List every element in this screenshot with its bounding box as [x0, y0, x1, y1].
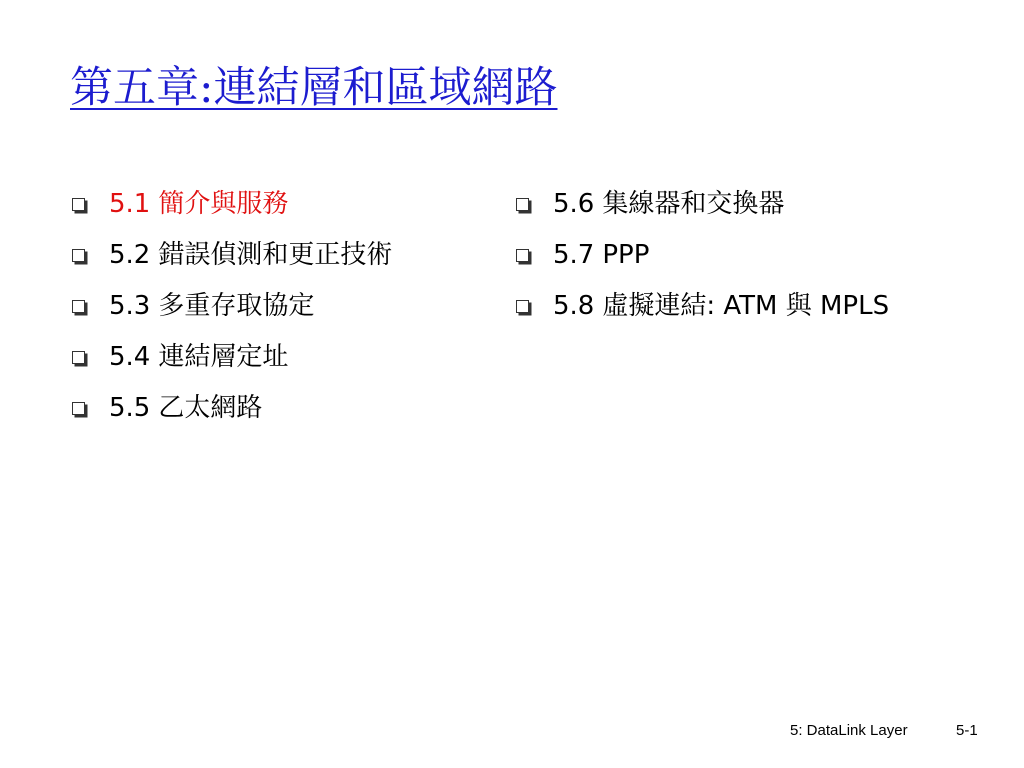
- section-number: 5.2: [109, 240, 151, 270]
- section-title: PPP: [602, 240, 650, 270]
- list-item: [516, 237, 916, 273]
- list-item: [516, 186, 916, 222]
- section-number: 5.1: [109, 189, 151, 219]
- checkbox-bullet-icon: [72, 249, 85, 262]
- section-title: 簡介與服務: [158, 189, 289, 219]
- section-title: 連結層定址: [158, 342, 289, 372]
- list-item: [72, 390, 492, 426]
- checkbox-bullet-icon: [72, 402, 85, 415]
- section-number: 5.4: [109, 342, 151, 372]
- section-number: 5.3: [109, 291, 151, 321]
- list-item: [72, 237, 492, 273]
- section-number: 5.6: [553, 189, 595, 219]
- checkbox-bullet-icon: [72, 198, 85, 211]
- section-number: 5.7: [553, 240, 595, 270]
- footer-page-number: 5-1: [956, 722, 978, 739]
- section-number: 5.5: [109, 393, 151, 423]
- list-item: [72, 339, 492, 375]
- checkbox-bullet-icon: [516, 300, 529, 313]
- checkbox-bullet-icon: [516, 198, 529, 211]
- footer-chapter: 5: DataLink Layer: [790, 722, 908, 739]
- section-title: 錯誤偵測和更正技術: [158, 240, 393, 270]
- section-title: 虛擬連結: ATM 與 MPLS: [602, 291, 890, 321]
- checkbox-bullet-icon: [72, 300, 85, 313]
- section-number: 5.8: [553, 291, 595, 321]
- list-item: [516, 288, 916, 324]
- checkbox-bullet-icon: [516, 249, 529, 262]
- topic-list-right: [516, 186, 916, 339]
- section-title: 乙太網路: [158, 393, 263, 423]
- checkbox-bullet-icon: [72, 351, 85, 364]
- slide-title: 第五章:連結層和區域網路: [70, 63, 558, 113]
- section-title: 多重存取協定: [158, 291, 315, 321]
- list-item: [72, 288, 492, 324]
- list-item: [72, 186, 492, 222]
- topic-list-left: [72, 186, 492, 441]
- section-title: 集線器和交換器: [602, 189, 785, 219]
